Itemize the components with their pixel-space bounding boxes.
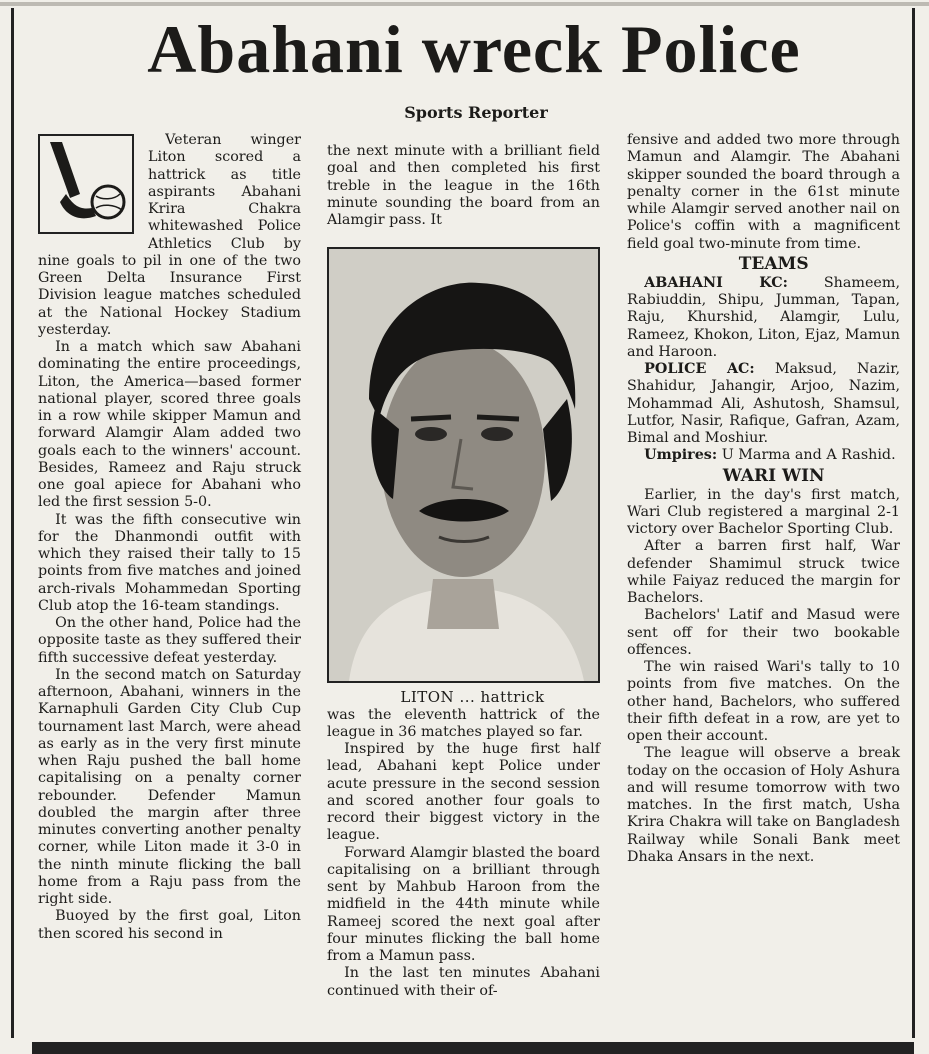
byline: Sports Reporter (404, 103, 548, 122)
article-paragraph: After a barren first half, War defender Shamimul struck twice while Faiyaz reduced the margin for Bachelors. (627, 538, 900, 606)
police-lineup (627, 361, 900, 447)
abahani-players: Shameem, Rabiuddin, Shipu, Jumman, Tapan, Raju, Khurshid, Alamgir, Lulu, Rameez, Khokon, Liton, Ejaz, Mamun and Haroon. (627, 274, 900, 360)
article-paragraph: Buoyed by the first goal, Liton then scored his second in (38, 908, 301, 942)
photo-caption: LITON ... hattrick (400, 688, 545, 707)
article-paragraph: Earlier, in the day's first match, Wari Club registered a marginal 2-1 victory over Bachelor Sporting Club. (627, 486, 900, 537)
column-divider-left (11, 8, 14, 1038)
abahani-label: ABAHANI KC: (644, 274, 788, 291)
abahani-lineup (627, 275, 900, 361)
article-paragraph: The win raised Wari's tally to 10 points from five matches. On the other hand, Bachelors, who suffered their fifth defeat in a row, are yet to open their account. (627, 659, 900, 744)
article-paragraph: In the last ten minutes Abahani continued with their of- (327, 965, 600, 999)
wari-win-heading: WARI WIN (722, 465, 825, 486)
police-label: POLICE AC: (644, 361, 755, 377)
hockey-stick-ball-icon (38, 134, 134, 234)
article-paragraph: In the second match on Saturday afternoon, Abahani, winners in the Karnaphuli Garden City Club Cup tournament last March, were ahead as early as in the very first minute when Raju pushed the ball home capitalising on a penalty corner rebounder. Defender Mamun doubled the margin after three minutes converting another penalty corner, while Liton made it 3-0 in the ninth minute flicking the ball home from a Raju pass from the right side. (38, 666, 301, 907)
player-photo (327, 247, 600, 683)
article-paragraph: Veteran winger Liton scored a hattrick as title aspirants Abahani Krira Chakra whitewashed Police Athletics Club by nine goals to pil in one of the two Green Delta Insurance First Division league matches scheduled at the National Hockey Stadium yesterday. (38, 132, 301, 338)
article-paragraph: On the other hand, Police had the opposite taste as they suffered their fifth successive defeat yesterday. (38, 615, 301, 666)
article-paragraph: Inspired by the huge first half lead, Abahani kept Police under acute pressure in the second session and scored another four goals to record their biggest victory in the league. (327, 741, 600, 844)
bottom-rule (32, 1042, 914, 1054)
article-column-3 (627, 132, 900, 866)
article-paragraph: the next minute with a brilliant field goal and then completed his first treble in the league in the 16th minute sounding the board from an Alamgir pass. It (327, 143, 600, 228)
article-paragraph: It was the fifth consecutive win for the Dhanmondi outfit with which they raised their tally to 15 points from five matches and joined arch-rivals Mohammedan Sporting Club atop the 16-team standings. (38, 511, 301, 614)
umpires-label: Umpires: (644, 447, 718, 464)
column-divider-right (912, 8, 915, 1038)
article-paragraph: Forward Alamgir blasted the board capitalising on a brilliant through sent by Mahbub Haroon from the midfield in the 44th minute while Rameej scored the next goal after four minutes flicking the ball home from a Mamun pass. (327, 844, 600, 964)
article-paragraph: fensive and added two more through Mamun and Alamgir. The Abahani skipper sounded the board through a penalty corner in the 61st minute while Alamgir served another nail on Police's coffin with a magnificent field goal two-minute from time. (627, 132, 900, 252)
article-paragraph: In a match which saw Abahani dominating the entire proceedings, Liton, the America—based former national player, scored three goals in a row while skipper Mamun and forward Alamgir Alam added two goals each to the winners' account. Besides, Rameez and Raju struck one goal apiece for Abahani who led the first session 5-0. (38, 339, 301, 511)
article-paragraph: was the eleventh hattrick of the league in 36 matches played so far. (327, 706, 600, 740)
article-paragraph: The league will observe a break today on the occasion of Holy Ashura and will resume tomorrow with two matches. In the first match, Usha Krira Chakra will take on Bangladesh Railway while Sonali Bank meet Dhaka Ansars in the next. (627, 745, 900, 865)
teams-heading: TEAMS (738, 253, 809, 274)
article-column-2 (327, 143, 600, 1000)
umpires-names: U Marma and A Rashid. (721, 447, 896, 464)
headline: Abahani wreck Police (147, 11, 801, 87)
top-rule (0, 2, 929, 6)
umpires-line (627, 447, 900, 464)
police-players: Maksud, Nazir, Shahidur, Jahangir, Arjoo, Nazim, Mohammad Ali, Ashutosh, Shamsul, Lutfor, Nasir, Rafique, Gafran, Azam, Bimal and Moshiur. (627, 361, 900, 446)
article-paragraph: Bachelors' Latif and Masud were sent off for their two bookable offences. (627, 607, 900, 658)
article-column-1 (38, 132, 301, 943)
